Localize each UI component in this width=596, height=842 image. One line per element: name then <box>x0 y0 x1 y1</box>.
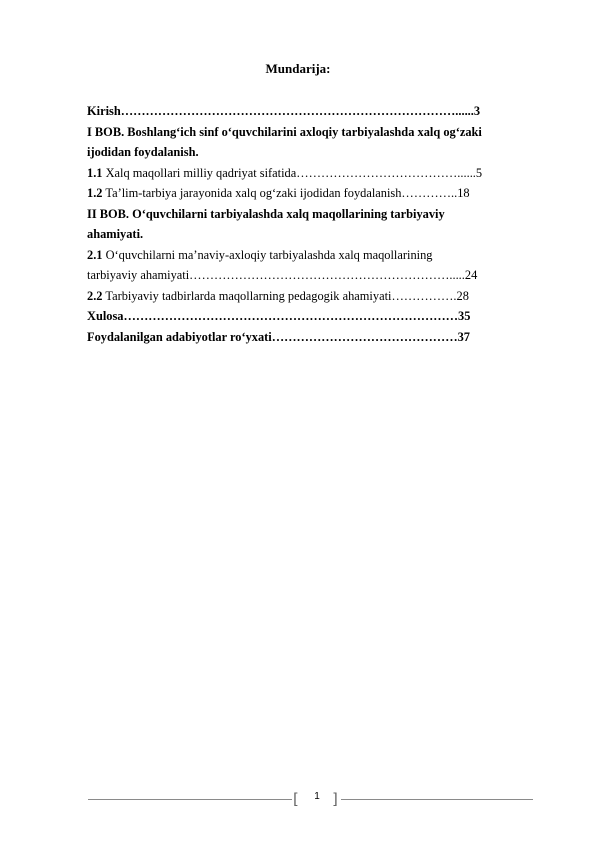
page-title: Mundarija: <box>265 61 331 76</box>
toc-entry-1-2 <box>87 183 517 204</box>
page-number: 1 <box>314 791 320 802</box>
toc-entry-xulosa: Xulosa………………………………………………………………………35 <box>87 309 471 323</box>
toc-entry-number: 1.1 <box>87 165 103 180</box>
toc-chapter-1-title: I BOB. Boshlang‘ich sinf o‘quvchilarini axloqiy tarbiyalashda xalq og‘zaki <box>87 124 482 139</box>
toc-entry-text: Tarbiyaviy tadbirlarda maqollarning pedagogik ahamiyati…………….28 <box>102 288 469 303</box>
toc-chapter-1-title-cont: ijodidan foydalanish. <box>87 145 199 159</box>
page-footer <box>0 789 596 809</box>
toc-chapter-2-title: II BOB. O‘quvchilarni tarbiyalashda xalq maqollarining tarbiyaviy <box>87 206 445 221</box>
footer-bracket-right: ] <box>332 790 338 808</box>
toc-entry-kirish: Kirish………………………………………………………………………......3 <box>87 104 481 118</box>
toc-chapter-2-title-cont: ahamiyati. <box>87 227 144 241</box>
table-of-contents <box>87 101 517 347</box>
toc-entry-text: O‘quvchilarni ma’naviy-axloqiy tarbiyalashda xalq maqollarining <box>102 247 433 262</box>
footer-rule-right <box>341 799 533 800</box>
footer-rule-left <box>88 799 292 800</box>
toc-entry-number: 2.2 <box>87 288 103 303</box>
toc-entry-text: Ta’lim-tarbiya jarayonida xalq og‘zaki ijodidan foydalanish…………..18 <box>102 186 470 200</box>
toc-entry-2-1-cont: tarbiyaviy ahamiyati……………………………………………………….....24 <box>87 268 478 282</box>
toc-entry-2-1 <box>87 245 517 266</box>
toc-entry-2-2 <box>87 286 517 307</box>
toc-entry-bibliography: Foydalanilgan adabiyotlar ro‘yxati………………………………………37 <box>87 329 470 344</box>
footer-bracket-left: [ <box>293 790 299 808</box>
toc-entry-number: 2.1 <box>87 247 103 262</box>
toc-entry-1-1 <box>87 163 517 184</box>
toc-entry-number: 1.2 <box>87 186 103 200</box>
toc-entry-text: Xalq maqollari milliy qadriyat sifatida…………………………………......5 <box>102 165 483 180</box>
